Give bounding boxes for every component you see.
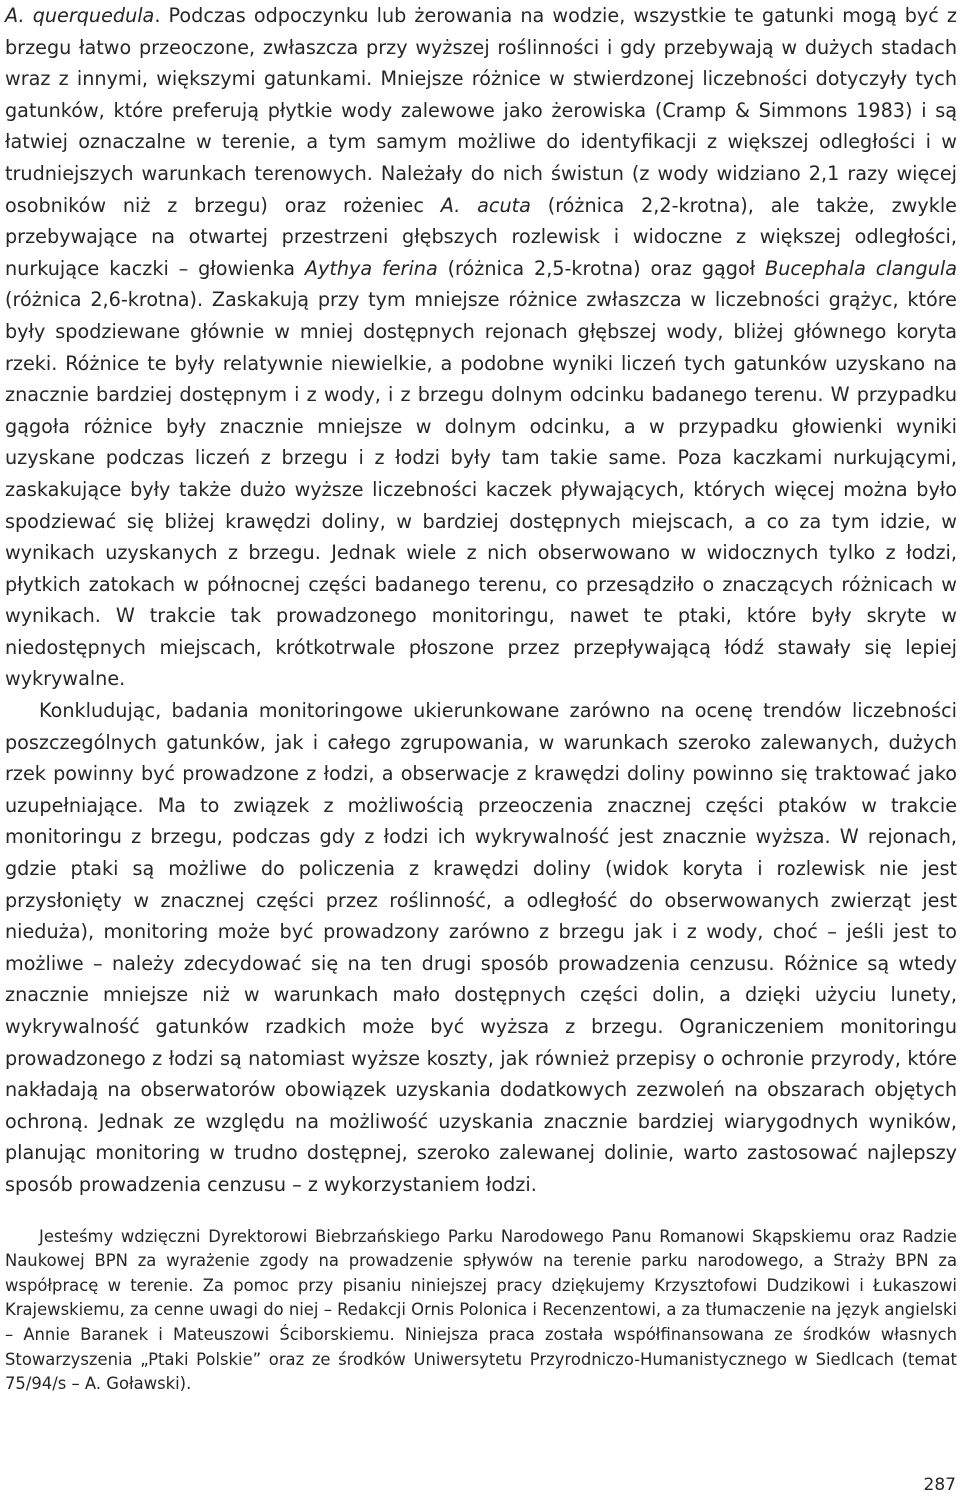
paragraph-1 <box>5 0 957 695</box>
species-name: A. acuta <box>440 193 531 217</box>
species-name: A. querquedula <box>5 4 155 27</box>
paragraph-text: (różnica 2,5-krotna) oraz gągoł <box>437 256 766 280</box>
species-name: Aythya ferina <box>304 256 438 280</box>
page-number: 287 <box>923 1475 956 1495</box>
paragraph-2: Konkludując, badania monitoringowe ukierunkowane zarówno na ocenę trendów liczebności poszczególnych gatunków, jak i całego zgrupowania, w warunkach szeroko zalewanych, dużych rzek powinny być prowadzone z łodzi, a obserwacje z krawędzi doliny powinno się traktować jako uzupełniające. Ma to związek z możliwością przeoczenia znacznej części ptaków w trakcie monitoringu z brzegu, podczas gdy z łodzi ich wykrywalność jest znacznie wyższa. W rejonach, gdzie ptaki są możliwe do policzenia z krawędzi doliny (widok koryta i rozlewisk nie jest przysłonięty w znacznej części przez roślinność, a odległość do obserwowanych zwierząt jest nieduża), monitoring może być prowadzony zarówno z brzegu jak i z wody, choć – jeśli jest to możliwe – należy zdecydować się na ten drugi sposób prowadzenia cenzusu. Różnice są wtedy znacznie mniejsze niż w warunkach mało dostępnych części dolin, a dzięki użyciu lunety, wykrywalność gatunków rzadkich może być wyższa z brzegu. Ograniczeniem monitoringu prowadzonego z łodzi są natomiast wyższe koszty, jak również przepisy o ochronie przyrody, które nakładają na obserwatorów obowiązek uzyskania dodatkowych zezwoleń na obszarach objętych ochroną. Jednak ze względu na możliwość uzyskania znacznie bardziej wiarygodnych wyników, planując monitoring w trudno dostępnej, szeroko zalewanej dolinie, warto zastosować najlepszy sposób prowadzenia cenzusu – z wykorzystaniem łodzi. <box>5 699 957 1196</box>
paragraph-text: (różnica 2,6-krotna). Zaskakują przy tym mniejsze różnice zwłaszcza w liczebności grążyc, które były spodziewane głównie w mniej dostępnych rejonach głębszej wody, bliżej głównego koryta rzeki. Różnice te były relatywnie niewielkie, a podobne wyniki liczeń tych gatunków uzyskano na znacznie bardziej dostępnym i z wody, i z brzegu dolnym odcinku badanego terenu. W przypadku gągoła różnice były znacznie mniejsze w dolnym odcinku, a w przypadku głowienki wyniki uzyskane podczas liczeń z brzegu i z łodzi były tam takie same. Poza kaczkami nurkującymi, zaskakujące były także dużo wyższe liczebności kaczek pływających, których więcej można było spodziewać się bliżej krawędzi doliny, w bardziej dostępnych miejscach, a co za tym idzie, w wynikach uzyskanych z brzegu. Jednak wiele z nich obserwowano w widocznych tylko z łodzi, płytkich zatokach w północnej części badanego terenu, co przesądziło o znaczących różnicach w wynikach. W trakcie tak prowadzonego monitoringu, nawet te ptaki, które były skryte w niedostępnych miejscach, krótkotrwale płoszone przez przepływającą łódź stawały się lepiej wykrywalne. <box>5 288 957 691</box>
page <box>5 0 957 1397</box>
acknowledgements-text: Jesteśmy wdzięczni Dyrektorowi Biebrzańskiego Parku Narodowego Panu Romanowi Skąpskiemu oraz Radzie Naukowej BPN za wyrażenie zgody na prowadzenie spływów na terenie parku narodowego, a Straży BPN za współpracę w terenie. Za pomoc przy pisaniu niniejszej pracy dziękujemy Krzysztofowi Dudzikowi i Łukaszowi Krajewskiemu, za cenne uwagi do niej – Redakcji Ornis Polonica i Recenzentowi, a za tłumaczenie na język angielski – Annie Baranek i Mateuszowi Ściborskiemu. Niniejsza praca została współfinansowana ze środków własnych Stowarzyszenia „Ptaki Polskie” oraz ze środków Uniwersytetu Przyrodniczo-Humanistycznego w Siedlcach (temat 75/94/s – A. Goławski). <box>5 1226 957 1394</box>
paragraph-text: . Podczas odpoczynku lub żerowania na wodzie, wszystkie te gatunki mogą być z brzegu łatwo przeoczone, zwłaszcza przy wyższej roślinności i gdy przebywają w dużych stadach wraz z innymi, większymi gatunkami. Mniejsze różnice w stwierdzonej liczebności dotyczyły tych gatunków, które preferują płytkie wody zalewowe jako żerowiska (Cramp & Simmons 1983) i są łatwiej oznaczalne w terenie, a tym samym możliwe do identyfikacji z większej odległości i w trudniejszych warunkach terenowych. Należały do nich świstun (z wody widziano 2,1 razy więcej osobników niż z brzegu) oraz rożeniec <box>5 4 957 217</box>
acknowledgements <box>5 1225 957 1397</box>
species-name: Bucephala clangula <box>765 256 957 280</box>
body-text <box>5 0 957 1201</box>
paragraph-text: (różnica 2,2-krotna), ale także, zwykle przebywające na otwartej przestrzeni głębszych rozlewisk i widoczne z większej odległości, nurkujące kaczki – głowienka <box>5 193 957 280</box>
